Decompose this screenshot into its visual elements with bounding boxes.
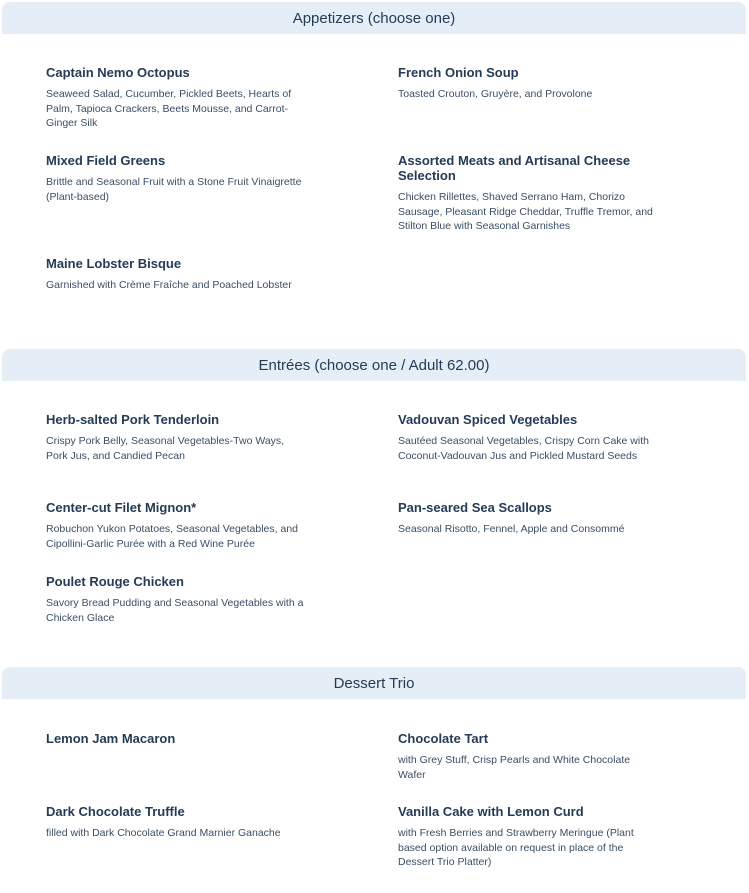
menu-item-name: Maine Lobster Bisque [46, 256, 182, 271]
section-header-entrees [2, 349, 746, 381]
menu-item-name: Vadouvan Spiced Vegetables [398, 412, 578, 427]
section-title: Appetizers (choose one) [292, 9, 456, 27]
menu-item [46, 153, 304, 204]
menu-item-description: Seaweed Salad, Cucumber, Pickled Beets, Hearts of Palm, Tapioca Crackers, Beets Mousse, and Carrot-Ginger Silk [46, 88, 292, 129]
menu-item [398, 412, 656, 463]
section-title: Entrées (choose one / Adult 62.00) [258, 356, 490, 374]
section-header-dessert [2, 667, 746, 699]
section-header-appetizers [2, 2, 746, 34]
menu-item [398, 804, 656, 870]
menu-item-name: Mixed Field Greens [46, 153, 166, 168]
menu-item [46, 731, 304, 746]
menu-item-description: Savory Bread Pudding and Seasonal Vegetables with a Chicken Glace [46, 597, 304, 624]
menu-item [398, 731, 656, 782]
menu-item-description: with Fresh Berries and Strawberry Meringue (Plant based option available on request in place of the Dessert Trio Platter) [398, 827, 634, 868]
menu-item-description: filled with Dark Chocolate Grand Marnier Ganache [46, 827, 281, 839]
menu-item-description: Seasonal Risotto, Fennel, Apple and Consommé [398, 523, 625, 535]
menu-item [398, 500, 656, 537]
menu-item-description: Chicken Rillettes, Shaved Serrano Ham, Chorizo Sausage, Pleasant Ridge Cheddar, Truffle Tremor, and Stilton Blue with Seasonal Garnishes [398, 191, 653, 232]
menu-item-name: French Onion Soup [398, 65, 519, 80]
menu-item-name: Assorted Meats and Artisanal Cheese Selection [398, 153, 631, 183]
menu-item [46, 412, 304, 463]
menu-item-name: Chocolate Tart [398, 731, 489, 746]
menu-item [46, 804, 304, 841]
menu-item-name: Captain Nemo Octopus [46, 65, 190, 80]
menu-item-name: Center-cut Filet Mignon* [46, 500, 197, 515]
menu-item-name: Dark Chocolate Truffle [46, 804, 185, 819]
menu-item [398, 153, 656, 234]
menu-item [46, 500, 304, 551]
menu-item-name: Pan-seared Sea Scallops [398, 500, 552, 515]
menu-item-name: Herb-salted Pork Tenderloin [46, 412, 220, 427]
menu-item-description: Robuchon Yukon Potatoes, Seasonal Vegetables, and Cipollini-Garlic Purée with a Red Wine Purée [46, 523, 299, 550]
menu-item [46, 65, 304, 131]
menu-item [398, 65, 656, 102]
menu-item-name: Vanilla Cake with Lemon Curd [398, 804, 584, 819]
menu-item [46, 256, 304, 293]
section-title: Dessert Trio [333, 674, 415, 692]
menu-item [46, 574, 304, 625]
menu-item-description: Sautéed Seasonal Vegetables, Crispy Corn Cake with Coconut-Vadouvan Jus and Pickled Mustard Seeds [398, 435, 649, 462]
menu-item-name: Poulet Rouge Chicken [46, 574, 184, 589]
menu-item-description: Garnished with Crème Fraîche and Poached Lobster [46, 279, 292, 291]
menu-item-description: Crispy Pork Belly, Seasonal Vegetables-Two Ways, Pork Jus, and Candied Pecan [46, 435, 285, 462]
menu-item-name: Lemon Jam Macaron [46, 731, 176, 746]
menu-item-description: Brittle and Seasonal Fruit with a Stone Fruit Vinaigrette (Plant-based) [46, 176, 302, 203]
menu-item-description: Toasted Crouton, Gruyère, and Provolone [398, 88, 593, 100]
menu-item-description: with Grey Stuff, Crisp Pearls and White Chocolate Wafer [398, 754, 631, 781]
